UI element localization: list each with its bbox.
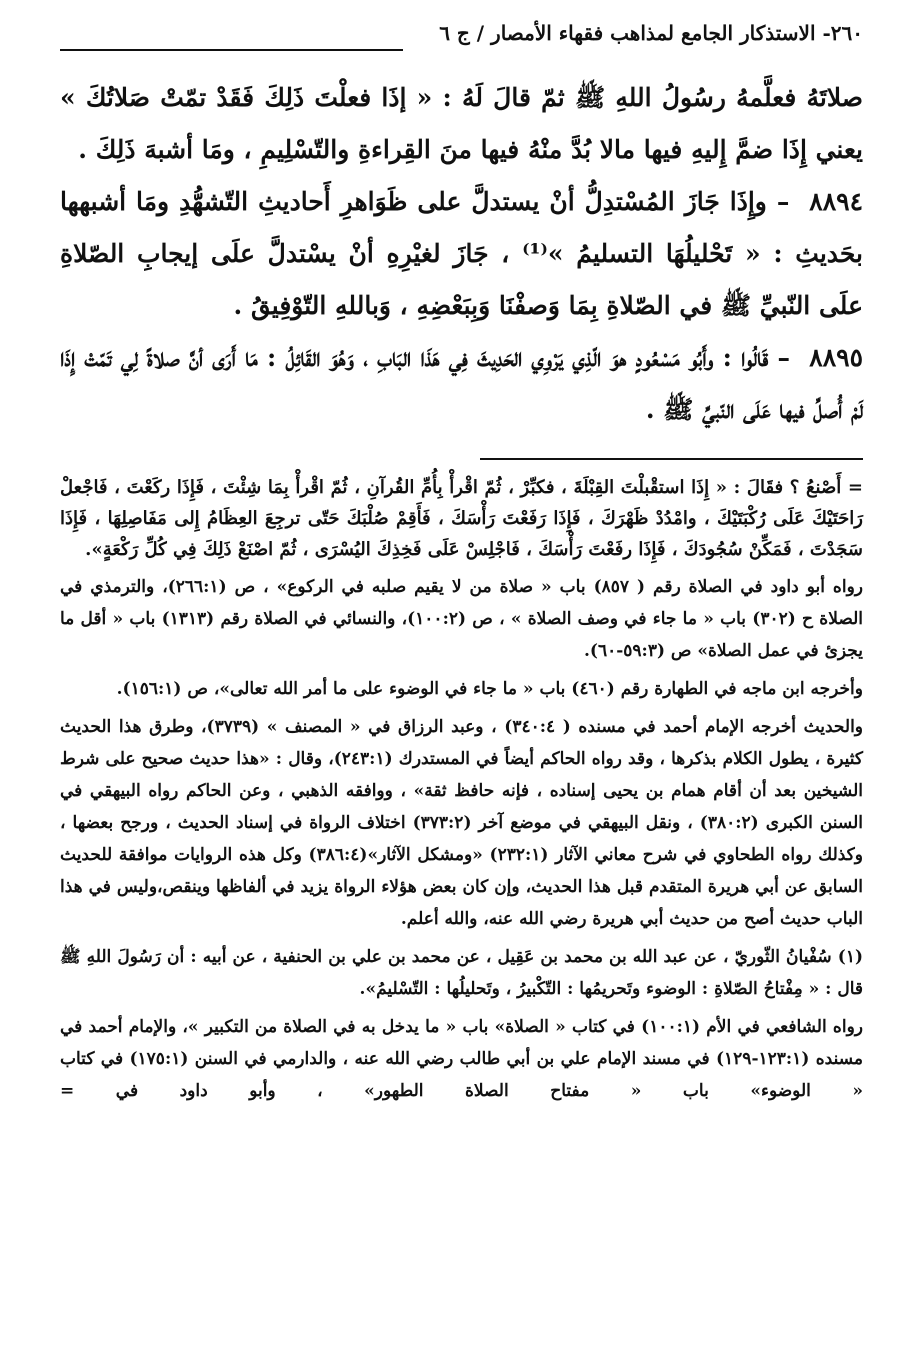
paragraph-number: ٨٨٩٤ <box>809 187 863 216</box>
paragraph-8895 <box>60 332 863 436</box>
footnote-reference: رواه الشافعي في الأم (١٠٠:١) في كتاب « الصلاة» باب « ما يدخل به في الصلاة من التكبير »، والإمام أحمد في مسنده (١٢٣:١-١٢٩) في مسند الإمام علي بن أبي طالب رضي الله عنه ، والدارمي في السنن (١٧٥:١) في كتاب « الوضوء» باب « مفتاح الصلاة الطهور» ، وأبو داود في = <box>60 1017 863 1101</box>
footnote-continuation: = أَصْنعُ ؟ فقَالَ : « إِذَا استقْبلْتَ القِبْلَةَ ، فكبِّرْ ، ثُمّ اقْرأْ بِأُمِّ القُرآنِ ، ثُمّ اقْرأْ بِمَا شِئْتَ ، فَإِذَا ركَعْتَ ، فَاجْعلْ رَاحَتَيْكَ عَلَى رُكْبَتَيْكَ ، وامْدُدْ ظَهْرَكَ ، فَإِذَا رَفَعْتَ رَأْسَكَ ، فَأَقِمْ صُلْبَكَ حَتّى ترجِعَ العِظَامُ إِلى مَفَاصِلِهَا ، فَإِذَا سَجَدْتَ ، فَمَكِّنْ سُجُودَكَ ، فَإِذَا رفَعْتَ رَأْسَكَ ، فَاجْلِسْ عَلَى فَخِذِكَ اليُسْرَى ، ثُمّ اصْنَعْ ذَلِكَ فِي كُلِّ رَكْعَةٍ». <box>60 477 863 560</box>
footnote-divider <box>480 458 863 460</box>
header-rule <box>60 49 403 51</box>
footnote-1: (١) سُفْيانُ الثّوريّ ، عن عبد الله بن محمد بن عَقِيل ، عن محمد بن علي بن الحنفية ، عن أبيه : أن رَسُولَ اللهِ ﷺ قال : « مِفْتاحُ الصّلاةِ : الوضوء وتَحريمُها : التّكْبيرُ ، وتَحليلُها : التّسْليمُ». <box>60 947 863 999</box>
paragraph-text: – قَالُوا : وأَبُو مَسْعُودٍ هوَ الّذِي يَرْوِي الحَدِيثَ فِي هَذَا البَابِ ، وَهُوَ القَائِلُ : مَا أَرَى أنَّ صلاةً لِي تَمّتْ إِذَا لَمْ أُصلِّ فيها عَلَى النّبيِّ ﷺ . <box>60 343 863 424</box>
main-text <box>60 72 863 436</box>
paragraph-text: صلاتَهُ فعلَّمهُ رسُولُ اللهِ ﷺ ثمّ قالَ لَهُ : « إذَا فعلْتَ ذَلِكَ فَقَدْ تمّتْ صَلاتُكَ » يعني إِذَا ضمَّ إِليهِ فيها مالا بُدَّ منْهُ فيها منَ القِراءةِ والتّسْلِيمِ ، ومَا أشبهَ ذَلِكَ . <box>60 83 863 164</box>
paragraph-8894 <box>60 176 863 332</box>
footnote-reference: وأخرجه ابن ماجه في الطهارة رقم (٤٦٠) باب « ما جاء في الوضوء على ما أمر الله تعالى»، ص (١٥٦:١). <box>116 679 863 699</box>
footnote-reference: رواه أبو داود في الصلاة رقم ( ٨٥٧) باب « صلاة من لا يقيم صلبه في الركوع» ، ص (٢٦٦:١)، والترمذي في الصلاة ح (٣٠٢) باب « ما جاء في وصف الصلاة » ، ص (١٠٠:٢)، والنسائي في الصلاة رقم (١٣١٣) باب « أقل ما يجزئ في عمل الصلاة» ص (٥٩:٣-٦٠). <box>60 577 863 661</box>
paragraph-text: – وإِذَا جَازَ المُسْتدِلُّ أنْ يستدلَّ على ظَوَاهرِ أَحاديثِ التّشهُّدِ ومَا أشبهها بحَديثِ : « تَحْليلُهَا التسليمُ »⁽¹⁾ ، جَازَ لغيْرِهِ أنْ يسْتدلَّ علَى إيجابِ الصّلاةِ علَى النّبيِّ ﷺ في الصّلاةِ بِمَا وَصفْنَا وَبِبَعْضِهِ ، وَباللهِ التّوْفِيقُ . <box>60 187 864 320</box>
header-title: ٢٦٠- الاستذكار الجامع لمذاهب فقهاء الأمصار / ج ٦ <box>439 21 863 45</box>
footnote-reference: والحديث أخرجه الإمام أحمد في مسنده ( ٣٤٠:٤) ، وعبد الرزاق في « المصنف » (٣٧٣٩)، وطرق هذا الحديث كثيرة ، يطول الكلام بذكرها ، وقد رواه الحاكم أيضاً في المستدرك (٢٤٣:١)، وقال : «هذا حديث صحيح على شرط الشيخين بعد أن أقام همام بن يحيى إسناده ، فإنه حافظ ثقة» ، ووافقه الذهبي ، وعن الحاكم رواه البيهقي في السنن الكبرى (٣٨٠:٢) ، ونقل البيهقي في موضع آخر (٣٧٣:٢) اختلاف الرواة في إسناد الحديث ، ورجح بعضها ، وكذلك رواه الطحاوي في شرح معاني الآثار (٢٣٢:١) «ومشكل الآثار»(٣٨٦:٤) وكل هذه الروايات موافقة للحديث السابق عن أبي هريرة المتقدم قبل هذا الحديث، وإن كان بعض هؤلاء الرواة يزيد في ألفاظها وينقص،وليس في هذا الباب حديث أصح من حديث أبي هريرة رضي الله عنه، والله أعلم. <box>60 717 864 929</box>
paragraph-continuation <box>60 72 863 176</box>
paragraph-number: ٨٨٩٥ <box>809 343 863 372</box>
footnotes <box>60 472 863 1113</box>
running-header <box>60 16 863 50</box>
